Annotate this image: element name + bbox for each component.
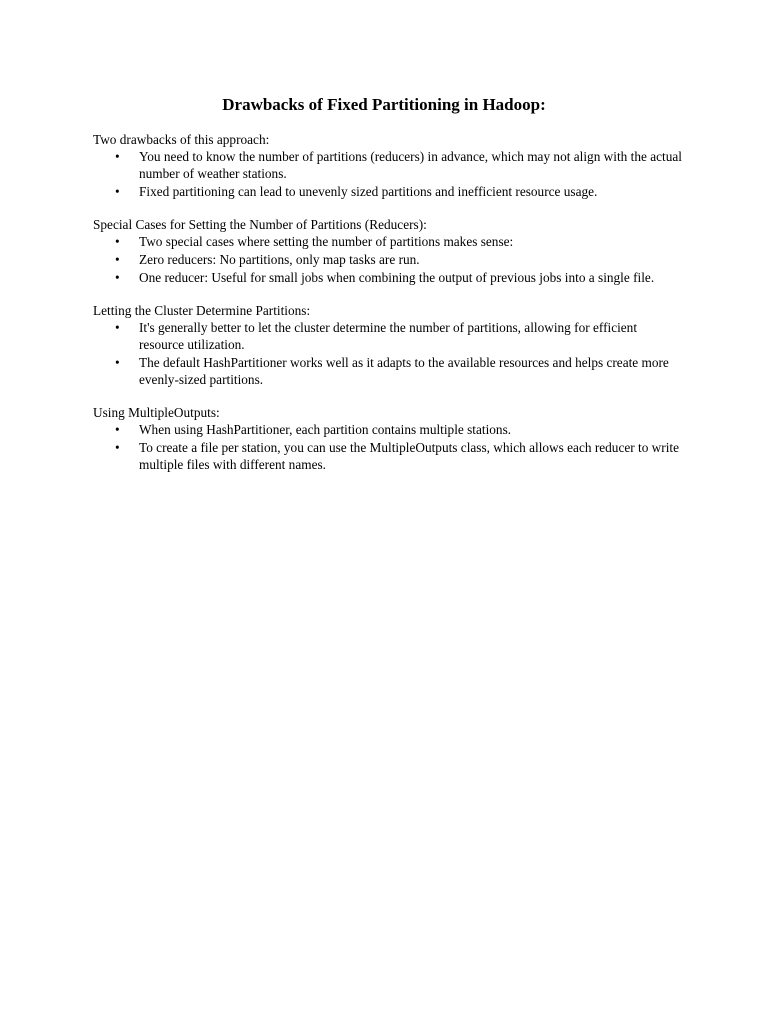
- bullet-list: [93, 421, 683, 473]
- list-item-text: When using HashPartitioner, each partition contains multiple stations.: [139, 422, 512, 437]
- list-item-text: You need to know the number of partitions (reducers) in advance, which may not align with the actual number of weather stations.: [139, 149, 682, 181]
- document-body: [93, 131, 683, 489]
- bullet-icon: •: [115, 252, 120, 267]
- bullet-icon: •: [115, 422, 120, 437]
- bullet-icon: •: [115, 355, 120, 370]
- bullet-icon: •: [115, 320, 120, 335]
- list-item: [93, 269, 683, 286]
- bullet-list: [93, 319, 683, 388]
- list-item: [93, 421, 683, 438]
- list-item-text: The default HashPartitioner works well as it adapts to the available resources and helps create more evenly-sized partitions.: [139, 355, 669, 387]
- section-heading: Using MultipleOutputs:: [93, 405, 220, 420]
- page-title: Drawbacks of Fixed Partitioning in Hadoop:: [222, 95, 546, 114]
- section-cluster-partitions: [93, 302, 683, 388]
- list-item-text: Two special cases where setting the number of partitions makes sense:: [139, 234, 514, 249]
- list-item: [93, 354, 683, 388]
- list-item-text: One reducer: Useful for small jobs when combining the output of previous jobs into a single file.: [139, 270, 655, 285]
- section-special-cases: [93, 216, 683, 286]
- list-item: [93, 251, 683, 268]
- bullet-list: [93, 233, 683, 286]
- list-item-text: Zero reducers: No partitions, only map tasks are run.: [139, 252, 420, 267]
- list-item: [93, 148, 683, 182]
- bullet-icon: •: [115, 184, 120, 199]
- section-multiple-outputs: [93, 404, 683, 473]
- list-item: [93, 233, 683, 250]
- list-item: [93, 183, 683, 200]
- section-drawbacks: [93, 131, 683, 200]
- list-item: [93, 319, 683, 353]
- section-heading: Letting the Cluster Determine Partitions:: [93, 303, 311, 318]
- bullet-list: [93, 148, 683, 200]
- list-item: [93, 439, 683, 473]
- list-item-text: Fixed partitioning can lead to unevenly sized partitions and inefficient resource usage.: [139, 184, 598, 199]
- section-heading: Two drawbacks of this approach:: [93, 132, 270, 147]
- section-heading: Special Cases for Setting the Number of Partitions (Reducers):: [93, 217, 427, 232]
- bullet-icon: •: [115, 440, 120, 455]
- list-item-text: To create a file per station, you can use the MultipleOutputs class, which allows each reducer to write multiple files with different names.: [139, 440, 679, 472]
- bullet-icon: •: [115, 234, 120, 249]
- list-item-text: It's generally better to let the cluster determine the number of partitions, allowing for efficient resource utilization.: [139, 320, 638, 352]
- bullet-icon: •: [115, 149, 120, 164]
- bullet-icon: •: [115, 270, 120, 285]
